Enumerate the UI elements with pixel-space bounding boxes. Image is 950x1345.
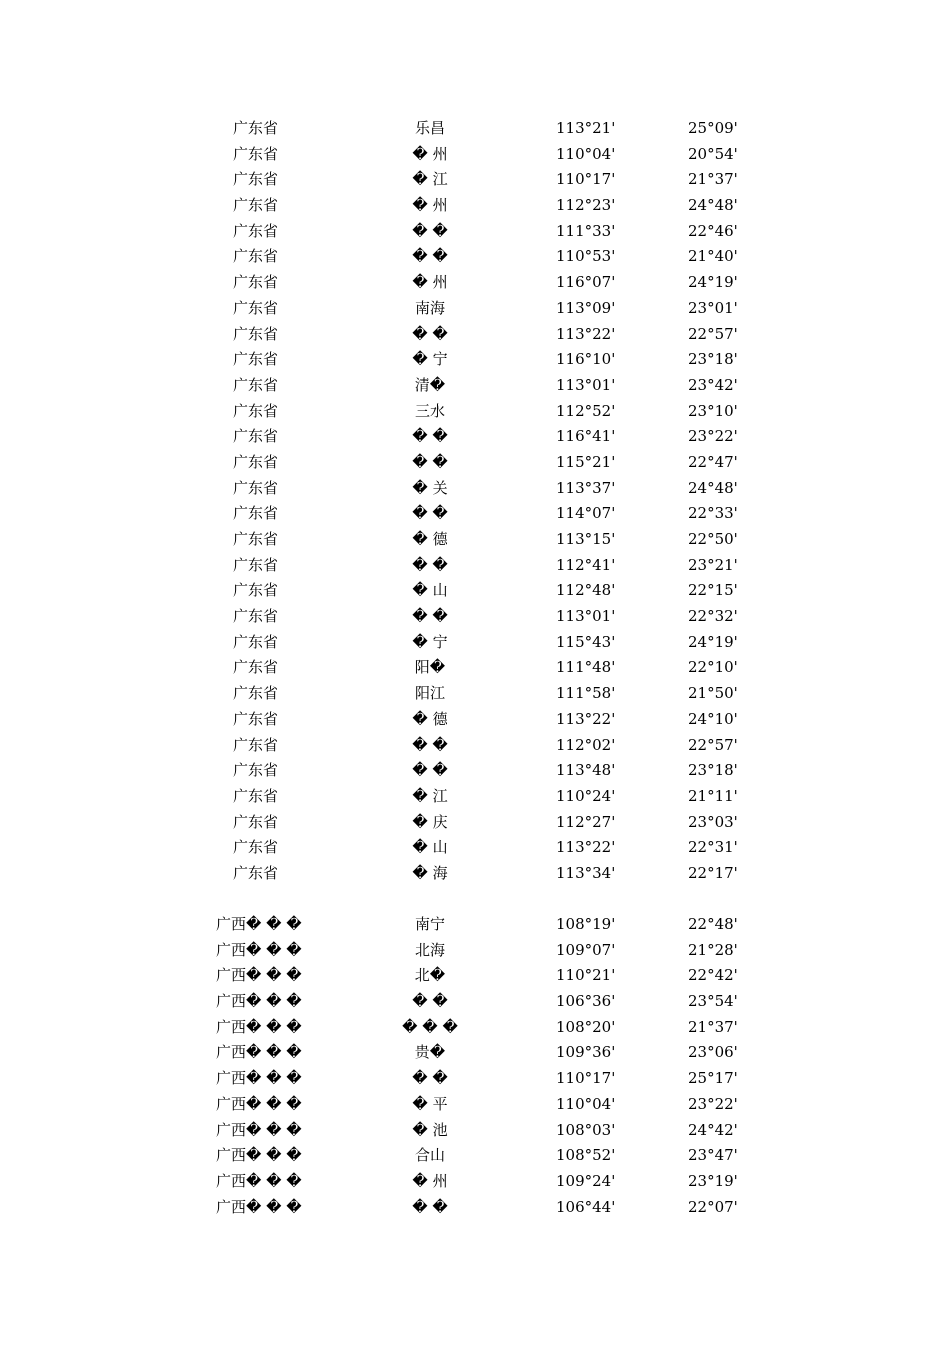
guangdong-table [200,116,760,887]
longitude-cell: 112°52' [556,401,616,420]
city-cell: � 宁 [412,632,448,651]
latitude-cell: 24°48' [688,196,738,215]
city-cell: � 宁 [412,350,448,369]
latitude-cell: 22°48' [688,915,738,933]
longitude-cell: 106°44' [556,1197,616,1216]
latitude-cell: 23°22' [688,1094,738,1113]
longitude-cell: 109°24' [556,1171,616,1190]
longitude-cell: 112°23' [556,196,616,215]
latitude-cell: 24°48' [688,478,738,497]
latitude-cell: 22°47' [688,452,738,471]
longitude-cell: 112°41' [556,555,616,574]
table-row [200,116,760,142]
city-cell: 合山 [414,1146,445,1165]
province-cell: 广东省 [233,247,279,266]
table-row [200,270,760,296]
province-cell: 广东省 [233,658,279,677]
longitude-cell: 113°09' [556,298,616,317]
latitude-cell: 20°54' [688,144,738,163]
table-row [200,399,760,425]
latitude-cell: 23°19' [688,1171,738,1190]
table-row [200,193,760,219]
latitude-cell: 24°19' [688,273,738,292]
province-cell: 广东省 [233,761,279,780]
city-cell: � � [412,761,448,780]
longitude-cell: 110°53' [556,247,616,266]
city-cell: � 州 [412,1171,448,1190]
table-row [200,219,760,245]
table-row [200,142,760,168]
table-row [200,784,760,810]
table-row [200,655,760,681]
province-cell: 广东省 [233,221,279,240]
latitude-cell: 23°21' [688,555,738,574]
table-row [200,1195,760,1221]
city-cell: � 州 [412,196,448,215]
longitude-cell: 113°22' [556,838,616,857]
province-cell: 广东省 [233,273,279,292]
longitude-cell: 112°02' [556,735,616,754]
table-row [200,733,760,759]
province-cell: 广东省 [233,427,279,446]
latitude-cell: 22°07' [688,1197,738,1216]
city-cell: � 山 [412,581,448,600]
longitude-cell: 116°41' [556,427,616,446]
longitude-cell: 115°21' [556,452,616,471]
table-row [200,501,760,527]
city-cell: � � [412,427,448,446]
province-cell: 广西� � � [216,1120,302,1139]
latitude-cell: 22°32' [688,607,738,626]
city-cell: � � [412,324,448,343]
province-cell: 广西� � � [216,1017,302,1036]
longitude-cell: 108°03' [556,1120,616,1139]
latitude-cell: 22°42' [688,966,738,985]
province-cell: 广东省 [233,838,279,857]
table-row [200,810,760,836]
latitude-cell: 23°47' [688,1146,738,1165]
province-cell: 广东省 [233,350,279,369]
longitude-cell: 113°22' [556,709,616,728]
latitude-cell: 21°11' [688,786,738,805]
latitude-cell: 21°50' [688,684,738,703]
longitude-cell: 112°27' [556,812,616,831]
longitude-cell: 113°01' [556,375,616,394]
province-cell: 广西� � � [216,940,302,959]
city-cell: � 关 [412,478,448,497]
city-cell: 清� [414,375,446,394]
table-row [200,630,760,656]
city-cell: � 德 [412,530,448,548]
longitude-cell: 111°48' [556,658,616,677]
province-cell: 广东省 [233,478,279,497]
latitude-cell: 23°54' [688,992,738,1011]
city-cell: � � [412,735,448,754]
city-cell: 南海 [414,298,445,317]
latitude-cell: 21°37' [688,1017,738,1036]
latitude-cell: 23°22' [688,427,738,446]
city-cell: � � [412,555,448,574]
table-row [200,963,760,989]
longitude-cell: 111°33' [556,221,616,240]
longitude-cell: 109°36' [556,1043,616,1062]
longitude-cell: 110°24' [556,786,616,805]
latitude-cell: 22°57' [688,324,738,343]
latitude-cell: 24°19' [688,632,738,651]
province-cell: 广东省 [233,375,279,394]
province-cell: 广西� � � [216,1043,302,1062]
latitude-cell: 25°09' [688,119,738,137]
city-cell: 贵� [414,1043,446,1062]
table-row [200,296,760,322]
longitude-cell: 115°43' [556,632,616,651]
city-cell: � 庆 [412,812,448,831]
city-cell: � 江 [412,170,448,189]
table-row [200,604,760,630]
longitude-cell: 108°52' [556,1146,616,1165]
province-cell: 广东省 [233,452,279,471]
province-cell: 广东省 [233,786,279,805]
latitude-cell: 22°50' [688,530,738,548]
table-row [200,1143,760,1169]
table-row [200,553,760,579]
province-cell: 广东省 [233,735,279,754]
province-cell: 广东省 [233,581,279,600]
city-cell: 乐昌 [414,119,445,137]
latitude-cell: 24°42' [688,1120,738,1139]
latitude-cell: 24°10' [688,709,738,728]
table-row [200,861,760,887]
longitude-cell: 113°21' [556,119,616,137]
longitude-cell: 113°22' [556,324,616,343]
latitude-cell: 22°17' [688,863,738,882]
province-cell: 广东省 [233,863,279,882]
province-cell: 广东省 [233,504,279,523]
city-cell: � 山 [412,838,448,857]
city-cell: � 池 [412,1120,448,1139]
longitude-cell: 116°10' [556,350,616,369]
city-cell: � � [412,504,448,523]
longitude-cell: 110°21' [556,966,616,985]
province-cell: 广东省 [233,812,279,831]
longitude-cell: 113°15' [556,530,616,548]
longitude-cell: 116°07' [556,273,616,292]
longitude-cell: 110°17' [556,170,616,189]
guangxi-table [200,912,760,1220]
longitude-cell: 108°20' [556,1017,616,1036]
province-cell: 广西� � � [216,992,302,1011]
province-cell: 广东省 [233,607,279,626]
table-row [200,912,760,938]
province-cell: 广东省 [233,632,279,651]
province-cell: 广西� � � [216,1171,302,1190]
province-cell: 广西� � � [216,1197,302,1216]
province-cell: 广西� � � [216,1094,302,1113]
city-cell: � 德 [412,709,448,728]
province-cell: 广东省 [233,709,279,728]
latitude-cell: 22°10' [688,658,738,677]
longitude-cell: 108°19' [556,915,616,933]
table-row [200,1118,760,1144]
table-row [200,1092,760,1118]
city-cell: � � [412,992,448,1011]
province-cell: 广东省 [233,555,279,574]
longitude-cell: 110°04' [556,1094,616,1113]
city-cell: 南宁 [414,915,445,933]
table-row [200,1066,760,1092]
latitude-cell: 22°46' [688,221,738,240]
longitude-cell: 106°36' [556,992,616,1011]
province-cell: 广东省 [233,298,279,317]
longitude-cell: 114°07' [556,504,616,523]
province-cell: 广西� � � [216,1069,302,1088]
city-cell: 三水 [414,401,445,420]
longitude-cell: 113°37' [556,478,616,497]
table-row [200,424,760,450]
province-cell: 广东省 [233,170,279,189]
city-cell: � 江 [412,786,448,805]
longitude-cell: 110°04' [556,144,616,163]
province-cell: 广东省 [233,684,279,703]
province-cell: 广西� � � [216,966,302,985]
province-cell: 广西� � � [216,915,302,933]
table-row [200,244,760,270]
latitude-cell: 23°18' [688,350,738,369]
city-cell: 阳� [414,658,446,677]
province-cell: 广东省 [233,144,279,163]
province-cell: 广东省 [233,401,279,420]
table-row [200,450,760,476]
city-cell: � 州 [412,273,448,292]
city-cell: 阳江 [414,684,445,703]
latitude-cell: 22°15' [688,581,738,600]
latitude-cell: 22°31' [688,838,738,857]
longitude-cell: 113°48' [556,761,616,780]
province-cell: 广东省 [233,324,279,343]
province-cell: 广东省 [233,196,279,215]
longitude-cell: 113°01' [556,607,616,626]
city-cell: � � [412,1069,448,1088]
city-cell: � � [412,452,448,471]
city-cell: 北海 [414,940,445,959]
latitude-cell: 22°57' [688,735,738,754]
longitude-cell: 109°07' [556,940,616,959]
longitude-cell: 113°34' [556,863,616,882]
table-row [200,347,760,373]
table-row [200,578,760,604]
province-cell: 广东省 [233,119,279,137]
table-row [200,1169,760,1195]
city-cell: � 平 [412,1094,448,1113]
latitude-cell: 23°01' [688,298,738,317]
table-row [200,322,760,348]
latitude-cell: 23°18' [688,761,738,780]
city-cell: 北� [414,966,446,985]
longitude-cell: 110°17' [556,1069,616,1088]
latitude-cell: 23°42' [688,375,738,394]
table-row [200,167,760,193]
latitude-cell: 23°06' [688,1043,738,1062]
city-cell: � � [412,221,448,240]
table-row [200,476,760,502]
city-cell: � 海 [412,863,448,882]
latitude-cell: 25°17' [688,1069,738,1088]
latitude-cell: 21°40' [688,247,738,266]
province-cell: 广东省 [233,530,279,548]
table-row [200,707,760,733]
latitude-cell: 21°37' [688,170,738,189]
table-row [200,373,760,399]
latitude-cell: 23°10' [688,401,738,420]
table-row [200,758,760,784]
table-row [200,681,760,707]
table-row [200,527,760,553]
table-row [200,835,760,861]
table-row [200,1040,760,1066]
city-cell: � 州 [412,144,448,163]
city-cell: � � [412,607,448,626]
province-cell: 广西� � � [216,1146,302,1165]
table-row [200,938,760,964]
table-row [200,989,760,1015]
longitude-cell: 112°48' [556,581,616,600]
table-row [200,1015,760,1041]
latitude-cell: 22°33' [688,504,738,523]
city-cell: � � [412,1197,448,1216]
city-cell: � � � [402,1017,458,1036]
latitude-cell: 23°03' [688,812,738,831]
latitude-cell: 21°28' [688,940,738,959]
longitude-cell: 111°58' [556,684,616,703]
city-cell: � � [412,247,448,266]
